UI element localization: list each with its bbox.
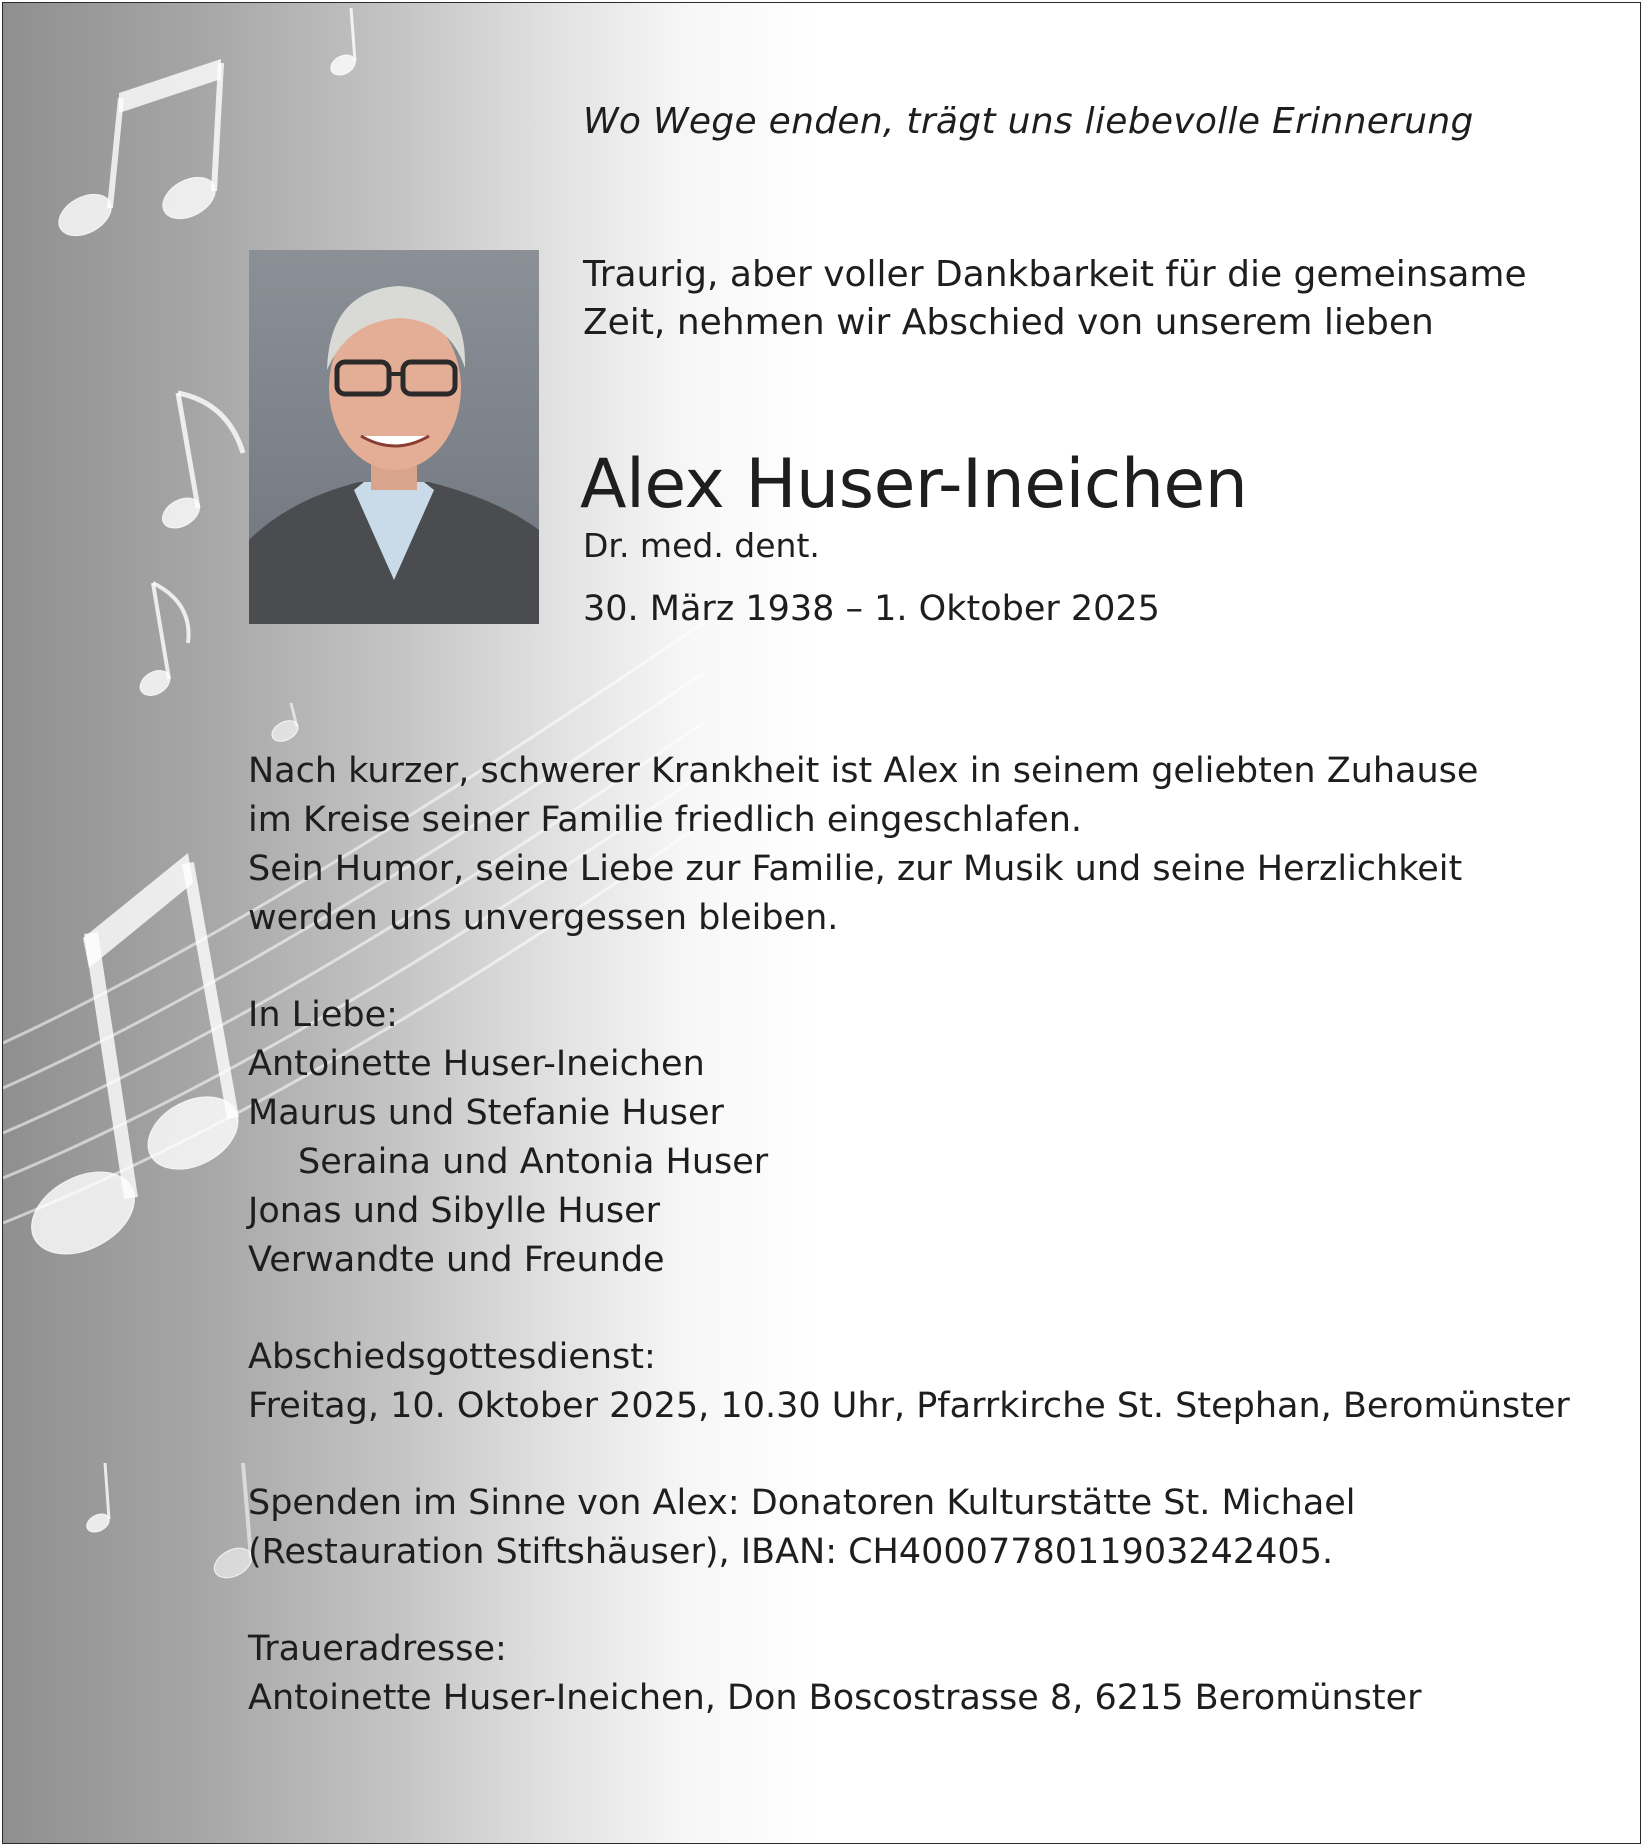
service-heading: Abschiedsgottesdienst: <box>248 1337 656 1377</box>
intro-line: Zeit, nehmen wir Abschied von unserem lieben <box>583 302 1434 343</box>
family-member: Seraina und Antonia Huser <box>298 1142 769 1182</box>
family-heading: In Liebe: <box>248 995 398 1035</box>
service-details: Freitag, 10. Oktober 2025, 10.30 Uhr, Pfarrkirche St. Stephan, Beromünster <box>248 1386 1570 1426</box>
message-line: werden uns unvergessen bleiben. <box>248 898 839 938</box>
address-details: Antoinette Huser-Ineichen, Don Boscostrasse 8, 6215 Beromünster <box>248 1678 1422 1718</box>
service-info <box>248 1333 1570 1431</box>
intro-line: Traurig, aber voller Dankbarkeit für die gemeinsame <box>583 254 1527 295</box>
mourning-address <box>248 1625 1422 1723</box>
family-member: Maurus und Stefanie Huser <box>248 1093 724 1133</box>
deceased-name: Alex Huser-Ineichen <box>580 445 1248 524</box>
message-line: im Kreise seiner Familie friedlich eingeschlafen. <box>248 800 1083 840</box>
motto: Wo Wege enden, trägt uns liebevolle Erinnerung <box>583 101 1474 142</box>
family-member: Antoinette Huser-Ineichen <box>248 1044 705 1084</box>
life-dates: 30. März 1938 – 1. Oktober 2025 <box>583 589 1160 629</box>
message-line: Sein Humor, seine Liebe zur Familie, zur Musik und seine Herzlichkeit <box>248 849 1463 889</box>
donation-line: (Restauration Stiftshäuser), IBAN: CH4000778011903242405. <box>248 1532 1334 1572</box>
obituary-notice <box>2 2 1641 1844</box>
message-paragraph <box>248 747 1478 943</box>
donation-info <box>248 1479 1356 1577</box>
deceased-title: Dr. med. dent. <box>583 526 820 565</box>
intro-text <box>583 251 1527 347</box>
donation-line: Spenden im Sinne von Alex: Donatoren Kulturstätte St. Michael <box>248 1483 1356 1523</box>
message-line: Nach kurzer, schwerer Krankheit ist Alex in seinem geliebten Zuhause <box>248 751 1479 791</box>
family-member: Jonas und Sibylle Huser <box>248 1191 661 1231</box>
family-list <box>248 991 768 1285</box>
address-heading: Traueradresse: <box>248 1629 507 1669</box>
portrait-photo <box>249 250 539 624</box>
family-member: Verwandte und Freunde <box>248 1240 665 1280</box>
